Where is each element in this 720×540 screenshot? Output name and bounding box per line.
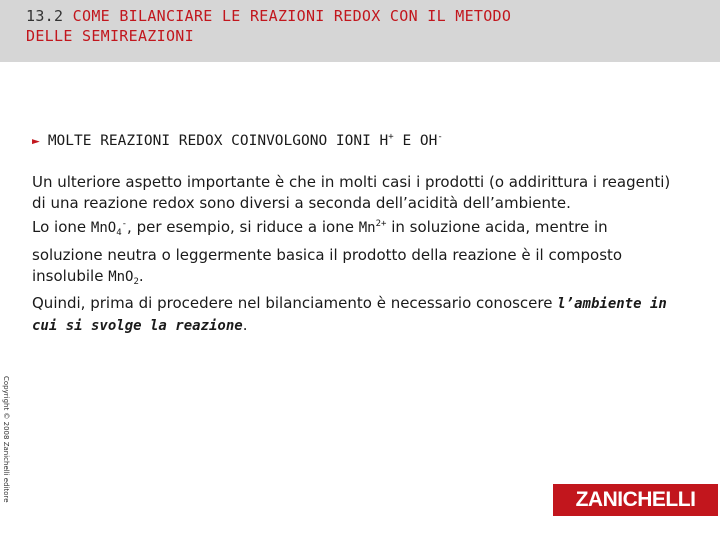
mno2-sub: 2 bbox=[133, 276, 139, 287]
bullet-text-b: E OH bbox=[393, 133, 438, 149]
zanichelli-logo: ZANICHELLI bbox=[553, 484, 718, 516]
mno4-sup: - bbox=[121, 219, 128, 230]
mno2-text: MnO bbox=[108, 268, 134, 285]
mno4-sub: 4 bbox=[116, 228, 122, 239]
title-line-2: DELLE SEMIREAZIONI bbox=[26, 27, 194, 45]
p2-a: Lo ione bbox=[32, 218, 91, 237]
bullet-heading bbox=[32, 127, 443, 152]
formula-mno4 bbox=[90, 219, 128, 239]
paragraph-2 bbox=[32, 214, 672, 293]
bullet-sup-a: + bbox=[388, 132, 394, 142]
header-bar bbox=[0, 0, 720, 62]
p2-c: in soluzione acida, mentre in soluzione neutra o leggermente basica il prodotto della reazione è il composto insolubile bbox=[32, 218, 623, 285]
mno4-text: MnO bbox=[90, 220, 117, 237]
bullet-text-a: MOLTE REAZIONI REDOX COINVOLGONO IONI H bbox=[47, 133, 389, 149]
body-text bbox=[32, 172, 672, 337]
bullet-sup-b: - bbox=[437, 132, 443, 142]
title-line-1: COME BILANCIARE LE REAZIONI REDOX CON IL METODO bbox=[72, 7, 512, 25]
p3-b: . bbox=[242, 316, 248, 335]
formula-mn bbox=[359, 220, 387, 236]
section-number: 13.2 bbox=[26, 7, 64, 25]
copyright-notice: Copyright © 2008 Zanichelli editore bbox=[2, 376, 10, 503]
formula-mno2 bbox=[108, 269, 139, 285]
mn-sup: 2+ bbox=[375, 219, 387, 230]
p3-a: Quindi, prima di procedere nel bilanciamento è necessario conoscere bbox=[32, 294, 558, 313]
mn-text: Mn bbox=[358, 220, 376, 237]
paragraph-3 bbox=[32, 293, 672, 337]
paragraph-1: Un ulteriore aspetto importante è che in molti casi i prodotti (o addirittura i reagenti) di una reazione redox sono diversi a seconda dell’acidità dell’ambiente. bbox=[32, 173, 671, 213]
p2-d: . bbox=[138, 266, 144, 285]
slide-title bbox=[26, 6, 511, 46]
p2-b: , per esempio, si riduce a ione bbox=[127, 218, 359, 237]
triangle-bullet-icon: ► bbox=[32, 134, 40, 149]
p3-emphasis: l’ambiente in cui si svolge la reazione bbox=[32, 296, 667, 335]
